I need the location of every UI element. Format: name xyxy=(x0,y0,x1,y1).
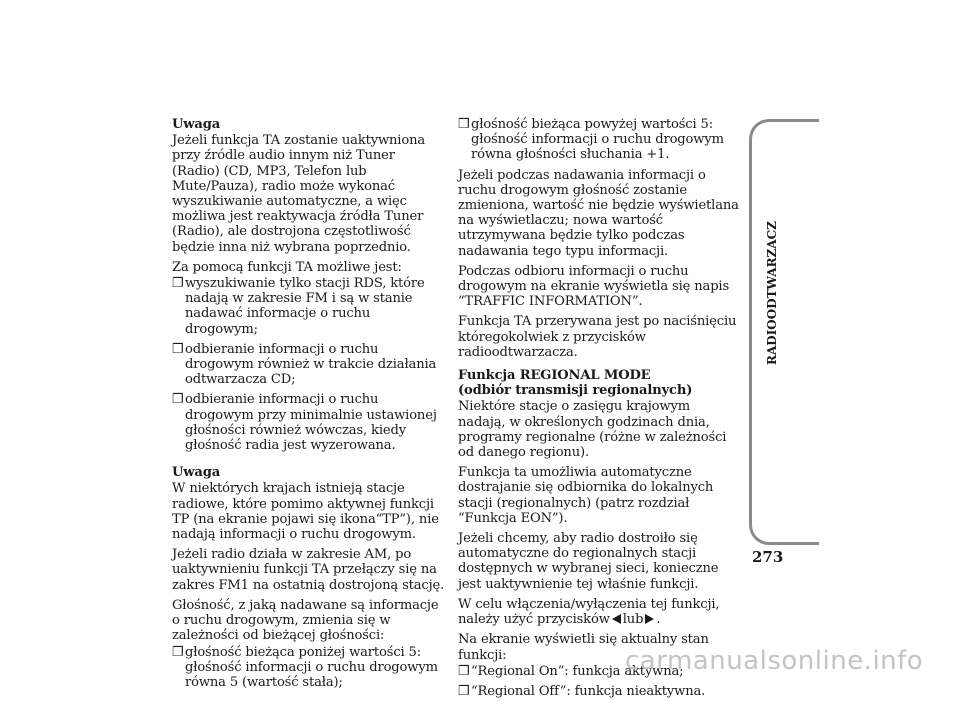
list-item: ❒ głośność bieżąca poniżej wartości 5: głośność informacji o ruchu drogowym równa 5 (wartość stała); xyxy=(172,644,438,690)
paragraph: W niektórych krajach istnieją stacje radiowe, które pomimo aktywnej funkcji TP (na ekranie pojawi się ikona“TP”), nie nadają informacji o ruchu drogowym. xyxy=(172,481,439,543)
right-column xyxy=(458,117,740,704)
arrow-left-icon xyxy=(612,614,621,624)
bullet-box-icon: ❒ xyxy=(458,117,470,132)
paragraph: W celu włączenia/wyłączenia tej funkcji, należy użyć przycisków lub . xyxy=(458,596,720,628)
bullet-box-icon: ❒ xyxy=(172,392,184,408)
bullet-box-icon: ❒ xyxy=(172,276,184,292)
paragraph: Funkcja ta umożliwia automatyczne dostrajanie się odbiornika do lokalnych stacji (regionalnych) (patrz rozdział “Funkcja EON”). xyxy=(458,465,714,526)
bullet-box-icon: ❒ xyxy=(458,663,470,679)
paragraph: Funkcja TA przerywana jest po naciśnięciu któregokolwiek z przycisków radioodtwarzacza. xyxy=(458,314,737,360)
list-item: ❒ wyszukiwanie tylko stacji RDS, które nadają w zakresie FM i są w stanie nadawać informacje o ruchu drogowym; xyxy=(172,276,425,337)
paragraph: Niektóre stacje o zasięgu krajowym nadają, w określonych godzinach dnia, programy regionalne (różne w zależności od danego regionu). xyxy=(458,399,727,461)
list-item: ❒ odbieranie informacji o ruchu drogowym również w trakcie działania odtwarzacza CD; xyxy=(172,341,437,388)
arrow-right-icon xyxy=(645,614,654,624)
bullet-box-icon: ❒ xyxy=(172,644,184,660)
paragraph: Podczas odbioru informacji o ruchu drogowym na ekranie wyświetla się napis “TRAFFIC INFORMATION”. xyxy=(458,263,730,310)
watermark: carmanualsonline.info xyxy=(625,646,924,676)
paragraph: Jeżeli funkcja TA zostanie uaktywniona przy źródle audio innym niż Tuner (Radio) (CD, MP3, Telefon lub Mute/Pauza), radio może wykonać wyszukiwanie automatyczne, a więc możliwa jest reaktywacja źródła Tuner (Radio), ale dostrojona częstotliwość będzie inna niż wybrana poprzednio. xyxy=(172,133,426,255)
heading-regional-mode: Funkcja REGIONAL MODE xyxy=(458,368,651,384)
paragraph: Za pomocą funkcji TA możliwe jest: xyxy=(172,259,402,275)
bullet-box-icon: ❒ xyxy=(172,341,184,357)
page-number: 273 xyxy=(752,548,784,566)
paragraph: Jeżeli podczas nadawania informacji o ruchu drogowym głośność zostanie zmieniona, wartość nie będzie wyświetlana na wyświetlaczu; nowa wartość utrzymywana będzie tylko podczas nadawania tego typu informacji. xyxy=(458,167,739,259)
paragraph: Jeżeli radio działa w zakresie AM, po uaktywnieniu funkcji TA przełączy się na zakres FM1 na ostatnią dostrojoną stację. xyxy=(172,547,445,593)
paragraph: Głośność, z jaką nadawane są informacje o ruchu drogowym, zmienia się w zależności od bieżącej głośności: xyxy=(172,597,439,644)
heading-uwaga: Uwaga xyxy=(172,465,221,481)
list-item: ❒ “Regional Off”: funkcja nieaktywna. xyxy=(458,683,706,699)
list-item: ❒ odbieranie informacji o ruchu drogowym przy minimalnie ustawionej głośności również wówczas, kiedy głośność radia jest wyzerowana. xyxy=(172,392,437,454)
list-item: ❒ “Regional On”: funkcja aktywna; xyxy=(458,663,684,679)
section-tab-label: RADIOODTWARZACZ xyxy=(765,221,779,365)
section-tab-frame xyxy=(749,119,819,545)
paragraph: Jeżeli chcemy, aby radio dostroiło się automatyczne do regionalnych stacji dostępnych w wybranej sieci, konieczne jest uaktywnienie tej właśnie funkcji. xyxy=(458,531,719,592)
left-column xyxy=(172,117,446,695)
bullet-box-icon: ❒ xyxy=(458,683,470,699)
heading-uwaga: Uwaga xyxy=(172,117,221,132)
paragraph: Na ekranie wyświetli się aktualny stan funkcji: xyxy=(458,632,709,663)
list-item: ❒ głośność bieżąca powyżej wartości 5: głośność informacji o ruchu drogowym równa głośności słuchania +1. xyxy=(458,117,724,163)
subheading-regional-mode: (odbiór transmisji regionalnych) xyxy=(458,383,693,399)
